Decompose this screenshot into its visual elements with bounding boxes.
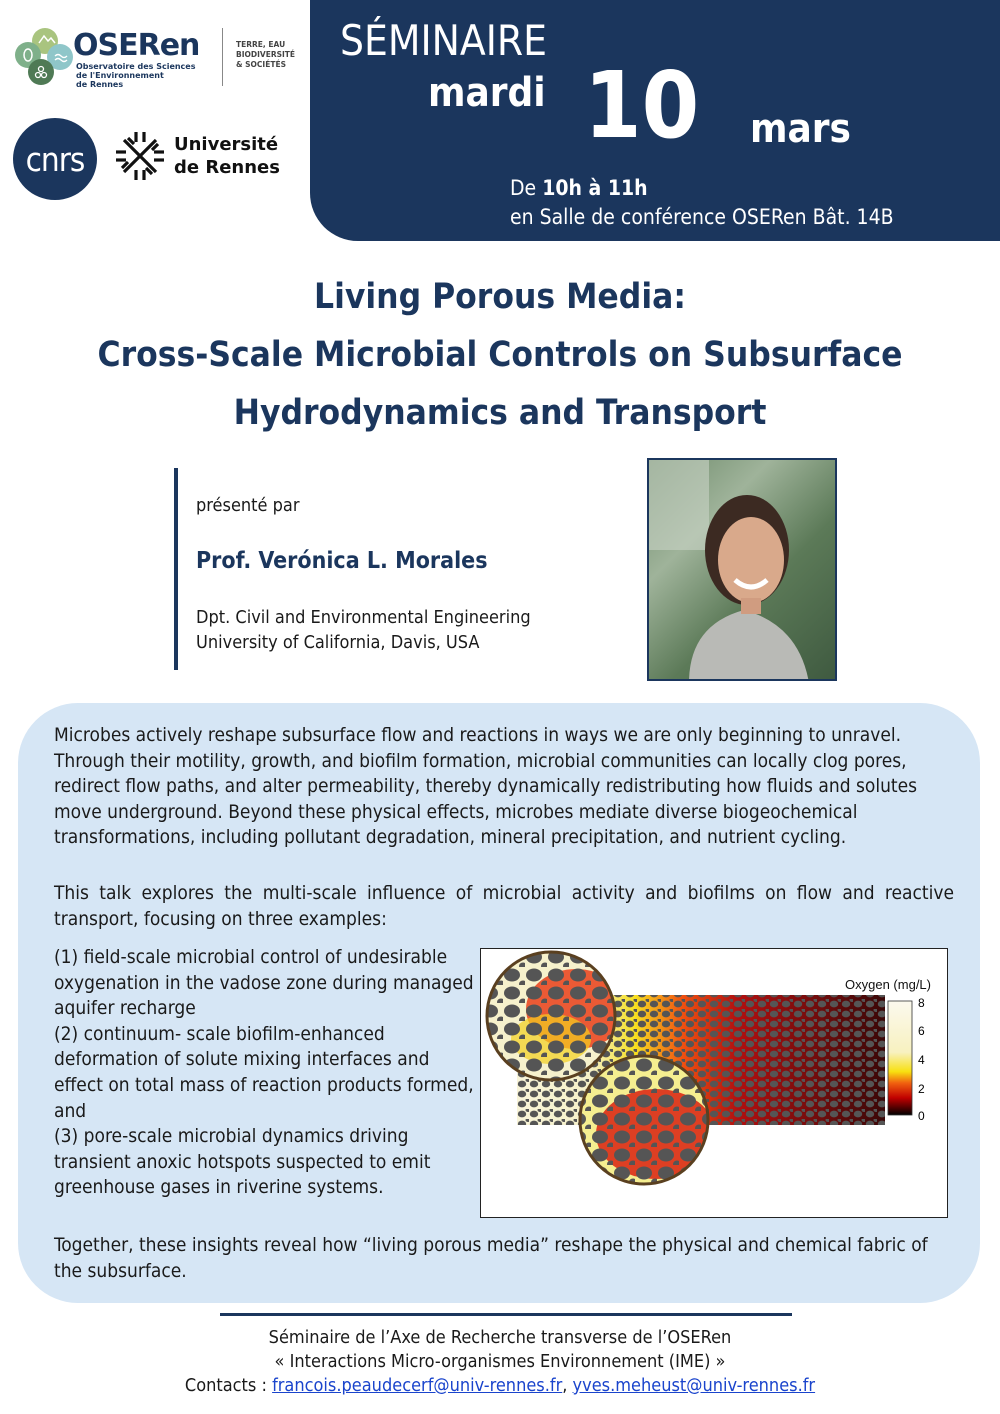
time-range	[510, 176, 648, 200]
colorbar-tick: 2	[918, 1082, 925, 1096]
oseren-subtitle-line: de l'Environnement	[76, 71, 164, 80]
tagline-line: & SOCIÉTÉS	[236, 60, 286, 69]
examples-list	[54, 945, 474, 1201]
contacts-separator: ,	[562, 1375, 573, 1396]
footer-line: Séminaire de l’Axe de Recherche transverse de l’OSERen	[268, 1327, 732, 1348]
speaker-block	[174, 468, 614, 670]
example-item: (1) field-scale microbial control of undesirable oxygenation in the vadose zone during managed aquifer recharge	[54, 946, 474, 1020]
oseren-subtitle-line: de Rennes	[76, 80, 124, 89]
affiliation-line: University of California, Davis, USA	[196, 632, 480, 653]
contact-email-link[interactable]: yves.meheust@univ-rennes.fr	[572, 1375, 816, 1396]
universite-rennes-wordmark	[174, 133, 280, 179]
colorbar-tick: 6	[918, 1024, 925, 1038]
time-prefix: De	[510, 176, 543, 200]
speaker-name: Prof. Verónica L. Morales	[196, 548, 488, 574]
colorbar-tick: 0	[918, 1109, 925, 1123]
oxygen-figure	[480, 948, 948, 1218]
abstract-paragraph: Together, these insights reveal how “living porous media” reshape the physical and chemical fabric of the subsurface.	[54, 1234, 928, 1282]
time-value: 10h à 11h	[542, 176, 648, 200]
date-banner	[310, 0, 1000, 241]
oseren-subtitle-line: Observatoire des Sciences	[76, 62, 196, 71]
universite-rennes-logo-icon	[114, 130, 166, 182]
contacts-line	[0, 1374, 1000, 1398]
oseren-wordmark: OSERen	[73, 28, 200, 63]
talk-title	[0, 268, 1000, 442]
title-line: Cross-Scale Microbial Controls on Subsurface	[97, 335, 903, 375]
universite-line: Université	[174, 134, 279, 155]
colorbar-tick: 8	[918, 996, 925, 1010]
speaker-photo	[647, 458, 837, 681]
speaker-affiliation	[196, 605, 531, 655]
porous-media-oxygen-map	[481, 949, 947, 1217]
portrait-icon	[649, 460, 837, 681]
cnrs-logo: cnrs	[13, 118, 97, 200]
venue: en Salle de conférence OSERen Bât. 14B	[510, 205, 894, 229]
day-number: 10	[584, 52, 700, 159]
tagline-line: TERRE, EAU	[236, 40, 286, 49]
footer-line: « Interactions Micro-organismes Environnement (IME) »	[274, 1351, 726, 1372]
logo-area	[0, 0, 310, 240]
footer	[0, 1326, 1000, 1398]
title-line: Living Porous Media:	[314, 277, 686, 317]
contact-email-link[interactable]: francois.peaudecerf@univ-rennes.fr	[272, 1375, 563, 1396]
colorbar-tick: 4	[918, 1053, 925, 1067]
affiliation-line: Dpt. Civil and Environmental Engineering	[196, 607, 531, 628]
oseren-subtitle	[76, 62, 196, 89]
oseren-tagline	[236, 40, 295, 70]
contacts-label: Contacts :	[184, 1375, 273, 1396]
logo-divider	[222, 28, 223, 86]
title-line: Hydrodynamics and Transport	[233, 393, 767, 433]
presented-by-label: présenté par	[196, 495, 300, 516]
example-item: (3) pore-scale microbial dynamics driving transient anoxic hotspots suspected to emit greenhouse gases in riverine systems.	[54, 1125, 431, 1199]
tagline-line: BIODIVERSITÉ	[236, 50, 296, 59]
footer-rule	[220, 1313, 792, 1316]
colorbar-title: Oxygen (mg/L)	[845, 977, 931, 992]
weekday: mardi	[428, 70, 546, 116]
seminar-kicker: SÉMINAIRE	[340, 16, 547, 65]
universite-line: de Rennes	[174, 157, 280, 178]
month: mars	[750, 106, 851, 152]
oseren-logo-icon	[12, 26, 74, 88]
abstract-paragraph: This talk explores the multi-scale influence of microbial activity and biofilms on flow and reactive transport, focusing on three examples:	[54, 882, 954, 930]
example-item: (2) continuum- scale biofilm-enhanced deformation of solute mixing interfaces and effect on total mass of reaction products formed, and	[54, 1022, 474, 1122]
abstract-paragraph: Microbes actively reshape subsurface flow and reactions in ways we are only beginning to unravel. Through their motility, growth, and biofilm formation, microbial communities can locally clog pores, redirect flow paths, and alter permeability, thereby dynamically redistributing how fluids and solutes move underground. Beyond these physical effects, microbes mediate diverse biogeochemical transformations, including pollutant degradation, mineral precipitation, and nutrient cycling.	[54, 724, 918, 849]
